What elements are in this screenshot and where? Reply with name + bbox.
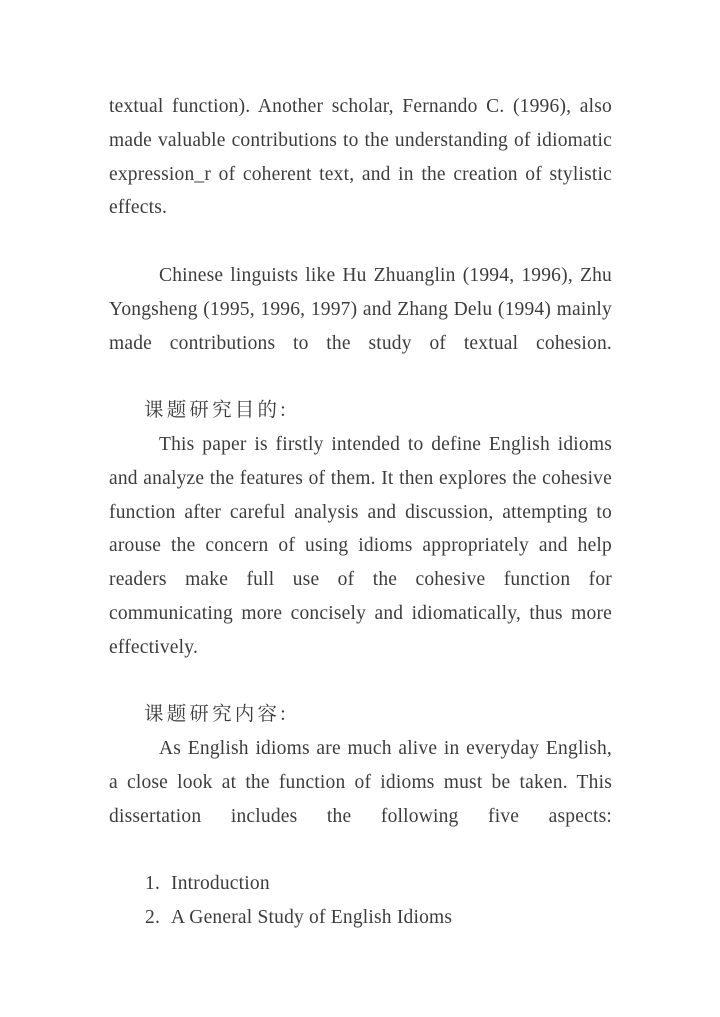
document-text-column [109,90,612,935]
list-item-number: 2. [145,907,161,929]
paragraph-research-content-body: As English idioms are much alive in everyday English, a close look at the function of idioms must be taken. This dissertation includes the following five aspects: [109,738,612,827]
heading-research-content: 课题研究内容: [144,704,289,726]
paragraph-textual-function: textual function). Another scholar, Fernando C. (1996), also made valuable contributions to the understanding of idiomatic expression_r of coherent text, and in the creation of stylistic effects. [109,96,612,219]
aspects-list [109,867,612,935]
list-item [109,901,612,935]
paragraph-research-purpose-body: This paper is firstly intended to define English idioms and analyze the features of them. It then explores the cohesive function after careful analysis and discussion, attempting to arouse the concern of using idioms appropriately and help readers make full use of the cohesive function for communicating more concisely and idiomatically, thus more effectively. [109,433,612,658]
list-item-label: Introduction [171,873,270,895]
list-item [109,867,612,901]
paragraph-chinese-linguists: Chinese linguists like Hu Zhuanglin (1994, 1996), Zhu Yongsheng (1995, 1996, 1997) and Zhang Delu (1994) mainly made contributions to the study of textual cohesion. [109,264,612,354]
list-item-number: 1. [145,873,161,895]
list-item-label: A General Study of English Idioms [171,907,453,929]
heading-research-purpose: 课题研究目的: [144,400,289,422]
